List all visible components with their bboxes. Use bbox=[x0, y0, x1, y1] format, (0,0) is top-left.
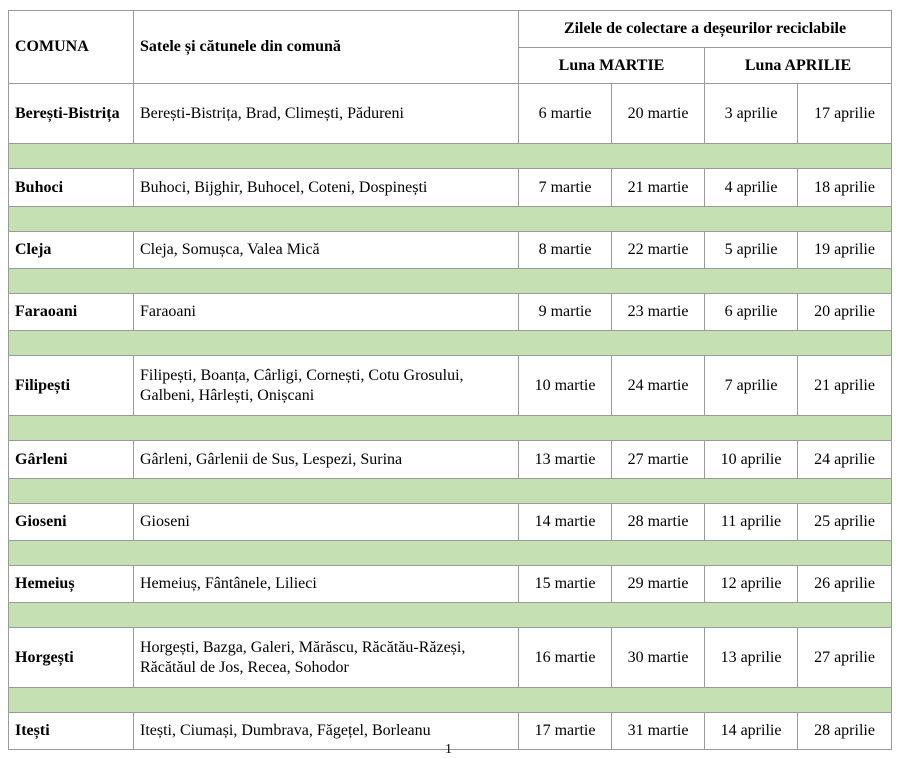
cell-martie-1: 13 martie bbox=[519, 441, 612, 479]
cell-martie-1: 8 martie bbox=[519, 232, 612, 269]
cell-aprilie-1: 14 aprilie bbox=[705, 713, 798, 750]
table-row bbox=[9, 441, 892, 479]
cell-martie-1: 10 martie bbox=[519, 356, 612, 416]
cell-martie-2: 28 martie bbox=[612, 504, 705, 541]
cell-aprilie-2: 24 aprilie bbox=[798, 441, 892, 479]
spacer-row bbox=[9, 603, 892, 628]
table-row bbox=[9, 566, 892, 603]
cell-martie-2: 23 martie bbox=[612, 294, 705, 331]
cell-sate: Faraoani bbox=[134, 294, 519, 331]
header-sate: Satele și cătunele din comună bbox=[134, 11, 519, 84]
cell-aprilie-1: 13 aprilie bbox=[705, 628, 798, 688]
cell-comuna: Gârleni bbox=[9, 441, 134, 479]
cell-aprilie-1: 3 aprilie bbox=[705, 84, 798, 144]
cell-aprilie-2: 19 aprilie bbox=[798, 232, 892, 269]
cell-aprilie-2: 18 aprilie bbox=[798, 169, 892, 207]
cell-martie-1: 6 martie bbox=[519, 84, 612, 144]
spacer-row bbox=[9, 541, 892, 566]
spacer-row bbox=[9, 331, 892, 356]
table-row bbox=[9, 628, 892, 688]
cell-aprilie-2: 28 aprilie bbox=[798, 713, 892, 750]
spacer-row bbox=[9, 144, 892, 169]
spacer-row bbox=[9, 479, 892, 504]
cell-martie-2: 27 martie bbox=[612, 441, 705, 479]
cell-martie-2: 30 martie bbox=[612, 628, 705, 688]
table-row bbox=[9, 232, 892, 269]
spacer-row bbox=[9, 269, 892, 294]
cell-aprilie-1: 6 aprilie bbox=[705, 294, 798, 331]
spacer-row bbox=[9, 416, 892, 441]
cell-comuna: Faraoani bbox=[9, 294, 134, 331]
cell-sate: Berești-Bistrița, Brad, Climești, Pădureni bbox=[134, 84, 519, 144]
cell-sate: Gârleni, Gârlenii de Sus, Lespezi, Surina bbox=[134, 441, 519, 479]
cell-aprilie-2: 27 aprilie bbox=[798, 628, 892, 688]
cell-aprilie-2: 17 aprilie bbox=[798, 84, 892, 144]
table-row bbox=[9, 356, 892, 416]
cell-sate: Horgești, Bazga, Galeri, Mărăscu, Răcătău-Răzeși, Răcătăul de Jos, Recea, Sohodor bbox=[134, 628, 519, 688]
collection-schedule-table bbox=[8, 10, 892, 750]
header-zilele: Zilele de colectare a deșeurilor reciclabile bbox=[519, 11, 892, 48]
cell-martie-2: 20 martie bbox=[612, 84, 705, 144]
header-comuna: COMUNA bbox=[9, 11, 134, 84]
cell-martie-1: 9 martie bbox=[519, 294, 612, 331]
cell-aprilie-2: 25 aprilie bbox=[798, 504, 892, 541]
cell-sate: Gioseni bbox=[134, 504, 519, 541]
table-row bbox=[9, 294, 892, 331]
cell-martie-1: 17 martie bbox=[519, 713, 612, 750]
cell-sate: Itești, Ciumași, Dumbrava, Făgețel, Borleanu bbox=[134, 713, 519, 750]
cell-comuna: Itești bbox=[9, 713, 134, 750]
cell-aprilie-1: 12 aprilie bbox=[705, 566, 798, 603]
cell-aprilie-2: 21 aprilie bbox=[798, 356, 892, 416]
cell-martie-2: 22 martie bbox=[612, 232, 705, 269]
cell-martie-2: 31 martie bbox=[612, 713, 705, 750]
cell-comuna: Gioseni bbox=[9, 504, 134, 541]
cell-martie-1: 16 martie bbox=[519, 628, 612, 688]
cell-sate: Filipești, Boanța, Cârligi, Cornești, Cotu Grosului, Galbeni, Hârlești, Onișcani bbox=[134, 356, 519, 416]
spacer-row bbox=[9, 688, 892, 713]
cell-comuna: Berești-Bistrița bbox=[9, 84, 134, 144]
cell-comuna: Cleja bbox=[9, 232, 134, 269]
cell-aprilie-1: 5 aprilie bbox=[705, 232, 798, 269]
cell-martie-2: 21 martie bbox=[612, 169, 705, 207]
cell-comuna: Filipești bbox=[9, 356, 134, 416]
cell-martie-2: 24 martie bbox=[612, 356, 705, 416]
cell-aprilie-1: 10 aprilie bbox=[705, 441, 798, 479]
cell-sate: Hemeiuș, Fântânele, Lilieci bbox=[134, 566, 519, 603]
cell-comuna: Buhoci bbox=[9, 169, 134, 207]
cell-aprilie-1: 4 aprilie bbox=[705, 169, 798, 207]
cell-sate: Cleja, Somușca, Valea Mică bbox=[134, 232, 519, 269]
cell-martie-2: 29 martie bbox=[612, 566, 705, 603]
header-luna-aprilie: Luna APRILIE bbox=[705, 48, 892, 84]
cell-aprilie-2: 20 aprilie bbox=[798, 294, 892, 331]
cell-martie-1: 7 martie bbox=[519, 169, 612, 207]
cell-sate: Buhoci, Bijghir, Buhocel, Coteni, Dospinești bbox=[134, 169, 519, 207]
cell-aprilie-1: 7 aprilie bbox=[705, 356, 798, 416]
cell-comuna: Hemeiuș bbox=[9, 566, 134, 603]
cell-comuna: Horgești bbox=[9, 628, 134, 688]
cell-aprilie-2: 26 aprilie bbox=[798, 566, 892, 603]
cell-martie-1: 14 martie bbox=[519, 504, 612, 541]
table-row bbox=[9, 84, 892, 144]
table-row bbox=[9, 169, 892, 207]
page-number: 1 bbox=[445, 742, 452, 757]
cell-aprilie-1: 11 aprilie bbox=[705, 504, 798, 541]
cell-martie-1: 15 martie bbox=[519, 566, 612, 603]
table-row bbox=[9, 504, 892, 541]
header-luna-martie: Luna MARTIE bbox=[519, 48, 705, 84]
spacer-row bbox=[9, 207, 892, 232]
